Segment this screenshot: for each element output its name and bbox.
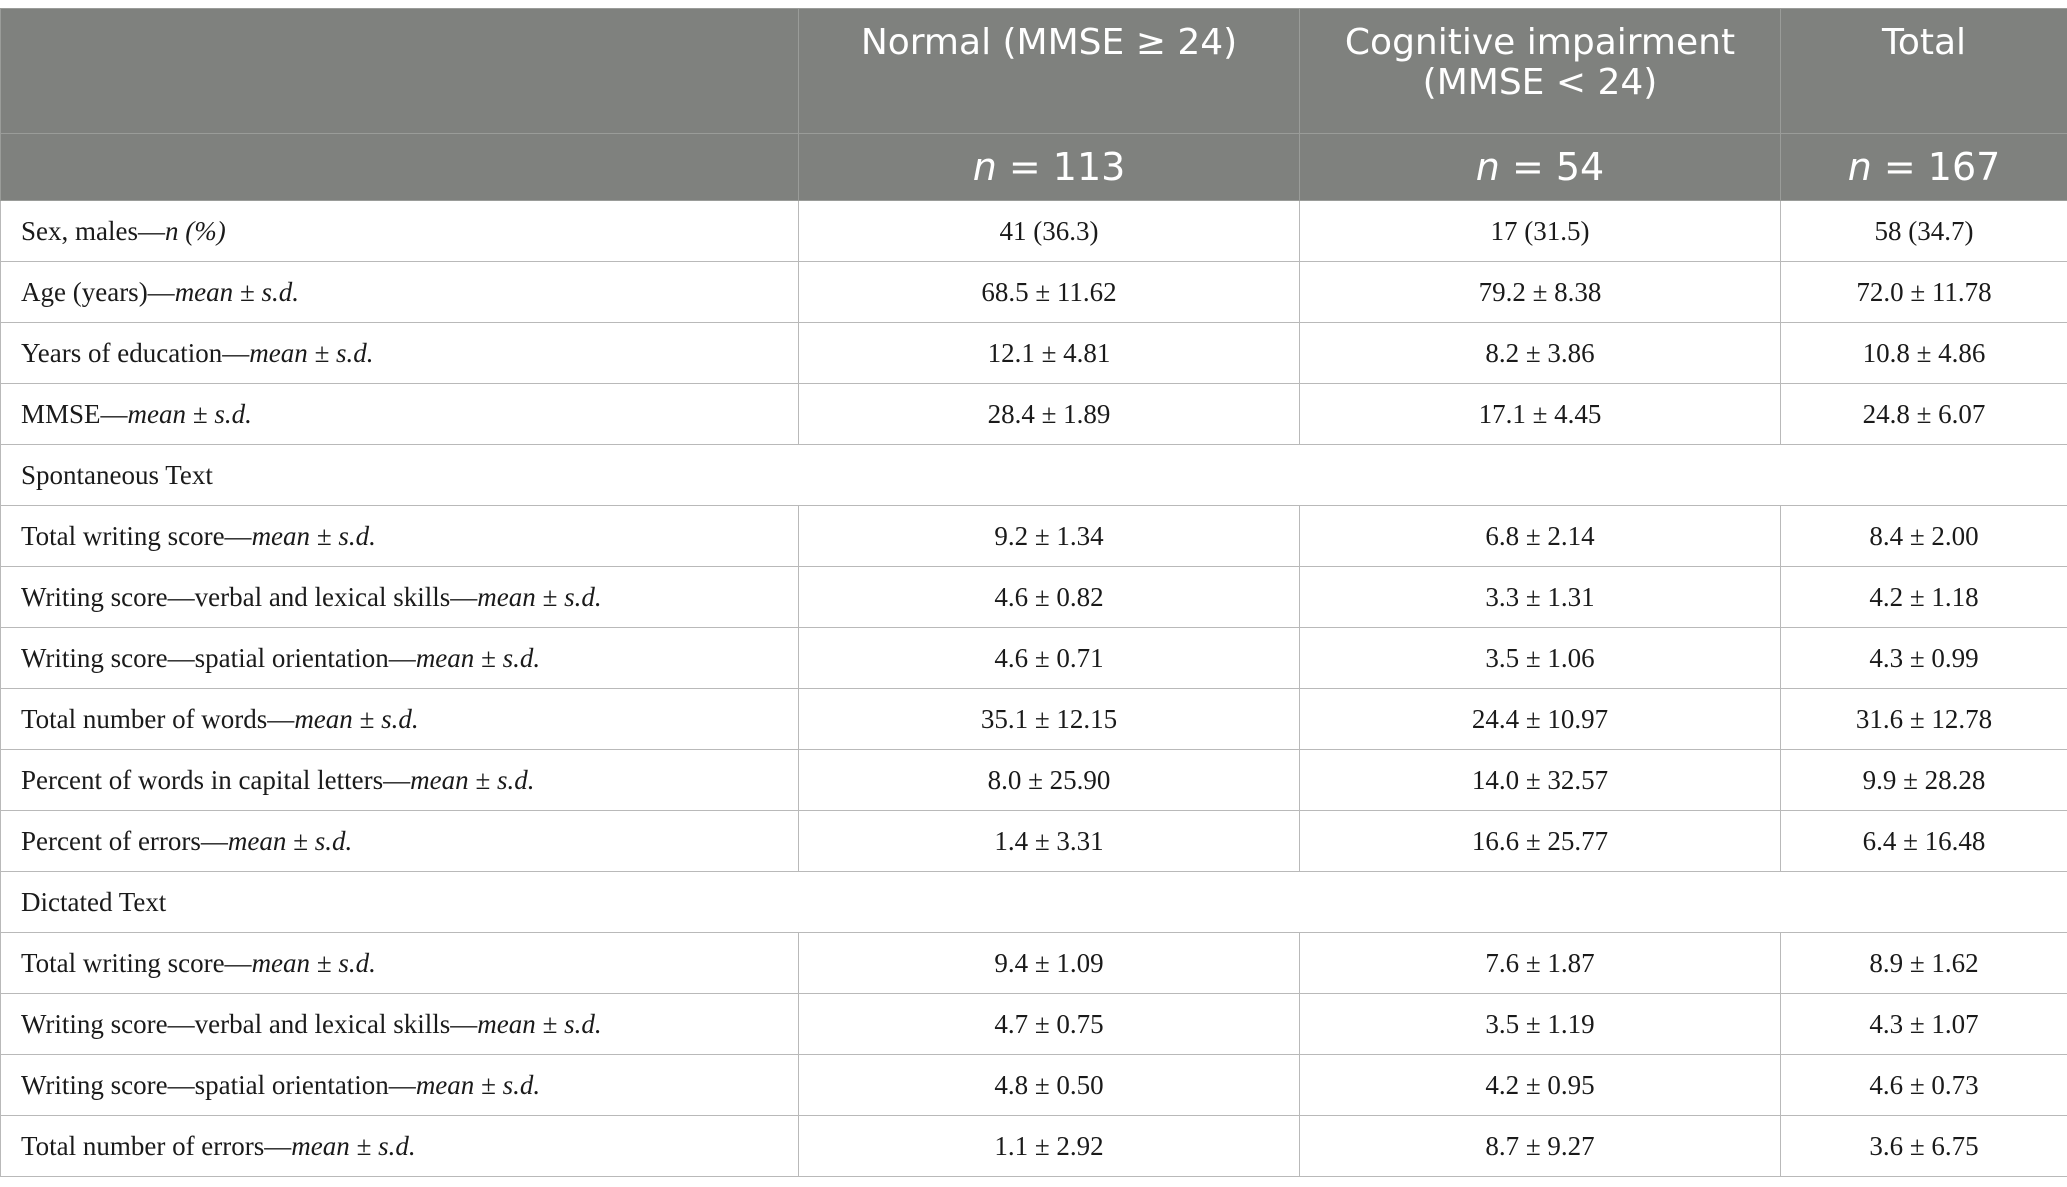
table-row bbox=[1, 689, 2067, 750]
cognitive-impairment-value: 8.2 ± 3.86 bbox=[1300, 323, 1781, 384]
row-label-cell bbox=[1, 323, 799, 384]
n-symbol: n bbox=[972, 145, 997, 189]
cognitive-impairment-value: 17.1 ± 4.45 bbox=[1300, 384, 1781, 445]
row-label: Years of education— bbox=[21, 337, 250, 368]
header-cognitive-line2: (MMSE < 24) bbox=[1422, 62, 1658, 103]
row-label: Total writing score— bbox=[21, 520, 252, 551]
table-row bbox=[1, 750, 2067, 811]
n-symbol: n bbox=[1847, 145, 1872, 189]
table-row bbox=[1, 628, 2067, 689]
row-label: Percent of errors— bbox=[21, 825, 228, 856]
table-row bbox=[1, 506, 2067, 567]
row-label-cell bbox=[1, 689, 799, 750]
row-statistic: mean ± s.d. bbox=[294, 703, 419, 734]
table-row bbox=[1, 1116, 2067, 1177]
row-statistic: mean ± s.d. bbox=[415, 642, 541, 673]
n-symbol: n bbox=[1475, 145, 1500, 189]
cognitive-impairment-value: 17 (31.5) bbox=[1300, 201, 1781, 262]
table-row bbox=[1, 201, 2067, 262]
normal-value: 1.4 ± 3.31 bbox=[799, 811, 1300, 872]
total-value: 8.9 ± 1.62 bbox=[1781, 933, 2067, 994]
table-row bbox=[1, 262, 2067, 323]
normal-value: 12.1 ± 4.81 bbox=[799, 323, 1300, 384]
header-total bbox=[1781, 9, 2067, 134]
total-value: 4.6 ± 0.73 bbox=[1781, 1055, 2067, 1116]
normal-value: 4.8 ± 0.50 bbox=[799, 1055, 1300, 1116]
row-statistic: mean ± s.d. bbox=[251, 947, 376, 978]
header-n-total bbox=[1781, 134, 2067, 201]
row-label-cell bbox=[1, 628, 799, 689]
total-value: 6.4 ± 16.48 bbox=[1781, 811, 2067, 872]
row-statistic: mean ± s.d. bbox=[251, 520, 376, 551]
row-statistic: mean ± s.d. bbox=[410, 764, 535, 795]
row-label-cell bbox=[1, 567, 799, 628]
total-value: 24.8 ± 6.07 bbox=[1781, 384, 2067, 445]
cognitive-impairment-value: 3.5 ± 1.19 bbox=[1300, 994, 1781, 1055]
table-row bbox=[1, 1055, 2067, 1116]
row-label: MMSE— bbox=[21, 398, 128, 429]
table-header bbox=[1, 9, 2067, 201]
row-label-cell bbox=[1, 384, 799, 445]
header-total-label: Total bbox=[1881, 22, 1967, 63]
header-n-cognitive bbox=[1300, 134, 1781, 201]
row-label-cell bbox=[1, 811, 799, 872]
row-label-cell bbox=[1, 933, 799, 994]
row-statistic: mean ± s.d. bbox=[227, 825, 353, 856]
total-value: 10.8 ± 4.86 bbox=[1781, 323, 2067, 384]
row-label-cell bbox=[1, 201, 799, 262]
table-row bbox=[1, 567, 2067, 628]
total-value: 4.3 ± 0.99 bbox=[1781, 628, 2067, 689]
normal-value: 9.2 ± 1.34 bbox=[799, 506, 1300, 567]
n-value: = 113 bbox=[996, 145, 1126, 189]
table-row bbox=[1, 811, 2067, 872]
row-label: Writing score—spatial orientation— bbox=[21, 642, 416, 673]
normal-value: 4.6 ± 0.71 bbox=[799, 628, 1300, 689]
normal-value: 4.6 ± 0.82 bbox=[799, 567, 1300, 628]
section-label: Spontaneous Text bbox=[1, 445, 2067, 506]
characteristics-table bbox=[0, 8, 2067, 1177]
row-label-cell bbox=[1, 262, 799, 323]
section-row bbox=[1, 445, 2067, 506]
row-label-cell bbox=[1, 750, 799, 811]
cognitive-impairment-value: 6.8 ± 2.14 bbox=[1300, 506, 1781, 567]
table-row bbox=[1, 933, 2067, 994]
header-row-n bbox=[1, 134, 2067, 201]
total-value: 8.4 ± 2.00 bbox=[1781, 506, 2067, 567]
total-value: 4.2 ± 1.18 bbox=[1781, 567, 2067, 628]
header-normal-label: Normal (MMSE ≥ 24) bbox=[860, 22, 1238, 63]
row-statistic: mean ± s.d. bbox=[291, 1130, 416, 1161]
total-value: 58 (34.7) bbox=[1781, 201, 2067, 262]
row-label: Writing score—spatial orientation— bbox=[21, 1069, 416, 1100]
cognitive-impairment-value: 3.5 ± 1.06 bbox=[1300, 628, 1781, 689]
header-cognitive-line1: Cognitive impairment bbox=[1344, 22, 1736, 63]
normal-value: 4.7 ± 0.75 bbox=[799, 994, 1300, 1055]
table-body bbox=[1, 201, 2067, 1177]
normal-value: 41 (36.3) bbox=[799, 201, 1300, 262]
row-label-cell bbox=[1, 1116, 799, 1177]
row-label: Total writing score— bbox=[21, 947, 252, 978]
cognitive-impairment-value: 16.6 ± 25.77 bbox=[1300, 811, 1781, 872]
cognitive-impairment-value: 79.2 ± 8.38 bbox=[1300, 262, 1781, 323]
row-statistic: mean ± s.d. bbox=[477, 1008, 602, 1039]
cognitive-impairment-value: 24.4 ± 10.97 bbox=[1300, 689, 1781, 750]
row-label-cell bbox=[1, 994, 799, 1055]
section-row bbox=[1, 872, 2067, 933]
row-label: Total number of words— bbox=[21, 703, 295, 734]
normal-value: 28.4 ± 1.89 bbox=[799, 384, 1300, 445]
header-n-blank-cell bbox=[1, 134, 799, 201]
normal-value: 35.1 ± 12.15 bbox=[799, 689, 1300, 750]
total-value: 31.6 ± 12.78 bbox=[1781, 689, 2067, 750]
total-value: 4.3 ± 1.07 bbox=[1781, 994, 2067, 1055]
table-row bbox=[1, 384, 2067, 445]
header-blank-cell bbox=[1, 9, 799, 134]
row-label-cell bbox=[1, 506, 799, 567]
row-label: Age (years)— bbox=[21, 276, 175, 307]
row-statistic: n (%) bbox=[164, 215, 226, 246]
header-normal bbox=[799, 9, 1300, 134]
table-row bbox=[1, 994, 2067, 1055]
header-row-groups bbox=[1, 9, 2067, 134]
row-label: Percent of words in capital letters— bbox=[21, 764, 411, 795]
n-value: = 167 bbox=[1871, 145, 2001, 189]
total-value: 72.0 ± 11.78 bbox=[1781, 262, 2067, 323]
row-label: Writing score—verbal and lexical skills— bbox=[21, 581, 478, 612]
row-label: Sex, males— bbox=[21, 215, 165, 246]
header-n-normal bbox=[799, 134, 1300, 201]
normal-value: 9.4 ± 1.09 bbox=[799, 933, 1300, 994]
total-value: 3.6 ± 6.75 bbox=[1781, 1116, 2067, 1177]
row-label-cell bbox=[1, 1055, 799, 1116]
n-value: = 54 bbox=[1499, 145, 1605, 189]
cognitive-impairment-value: 3.3 ± 1.31 bbox=[1300, 567, 1781, 628]
cognitive-impairment-value: 14.0 ± 32.57 bbox=[1300, 750, 1781, 811]
section-label: Dictated Text bbox=[1, 872, 2067, 933]
cognitive-impairment-value: 7.6 ± 1.87 bbox=[1300, 933, 1781, 994]
row-label: Writing score—verbal and lexical skills— bbox=[21, 1008, 478, 1039]
total-value: 9.9 ± 28.28 bbox=[1781, 750, 2067, 811]
row-statistic: mean ± s.d. bbox=[249, 337, 374, 368]
row-label: Total number of errors— bbox=[21, 1130, 292, 1161]
normal-value: 8.0 ± 25.90 bbox=[799, 750, 1300, 811]
row-statistic: mean ± s.d. bbox=[127, 398, 252, 429]
normal-value: 1.1 ± 2.92 bbox=[799, 1116, 1300, 1177]
cognitive-impairment-value: 4.2 ± 0.95 bbox=[1300, 1055, 1781, 1116]
row-statistic: mean ± s.d. bbox=[174, 276, 299, 307]
normal-value: 68.5 ± 11.62 bbox=[799, 262, 1300, 323]
header-cognitive-impairment bbox=[1300, 9, 1781, 134]
cognitive-impairment-value: 8.7 ± 9.27 bbox=[1300, 1116, 1781, 1177]
row-statistic: mean ± s.d. bbox=[415, 1069, 541, 1100]
table-row bbox=[1, 323, 2067, 384]
row-statistic: mean ± s.d. bbox=[477, 581, 602, 612]
